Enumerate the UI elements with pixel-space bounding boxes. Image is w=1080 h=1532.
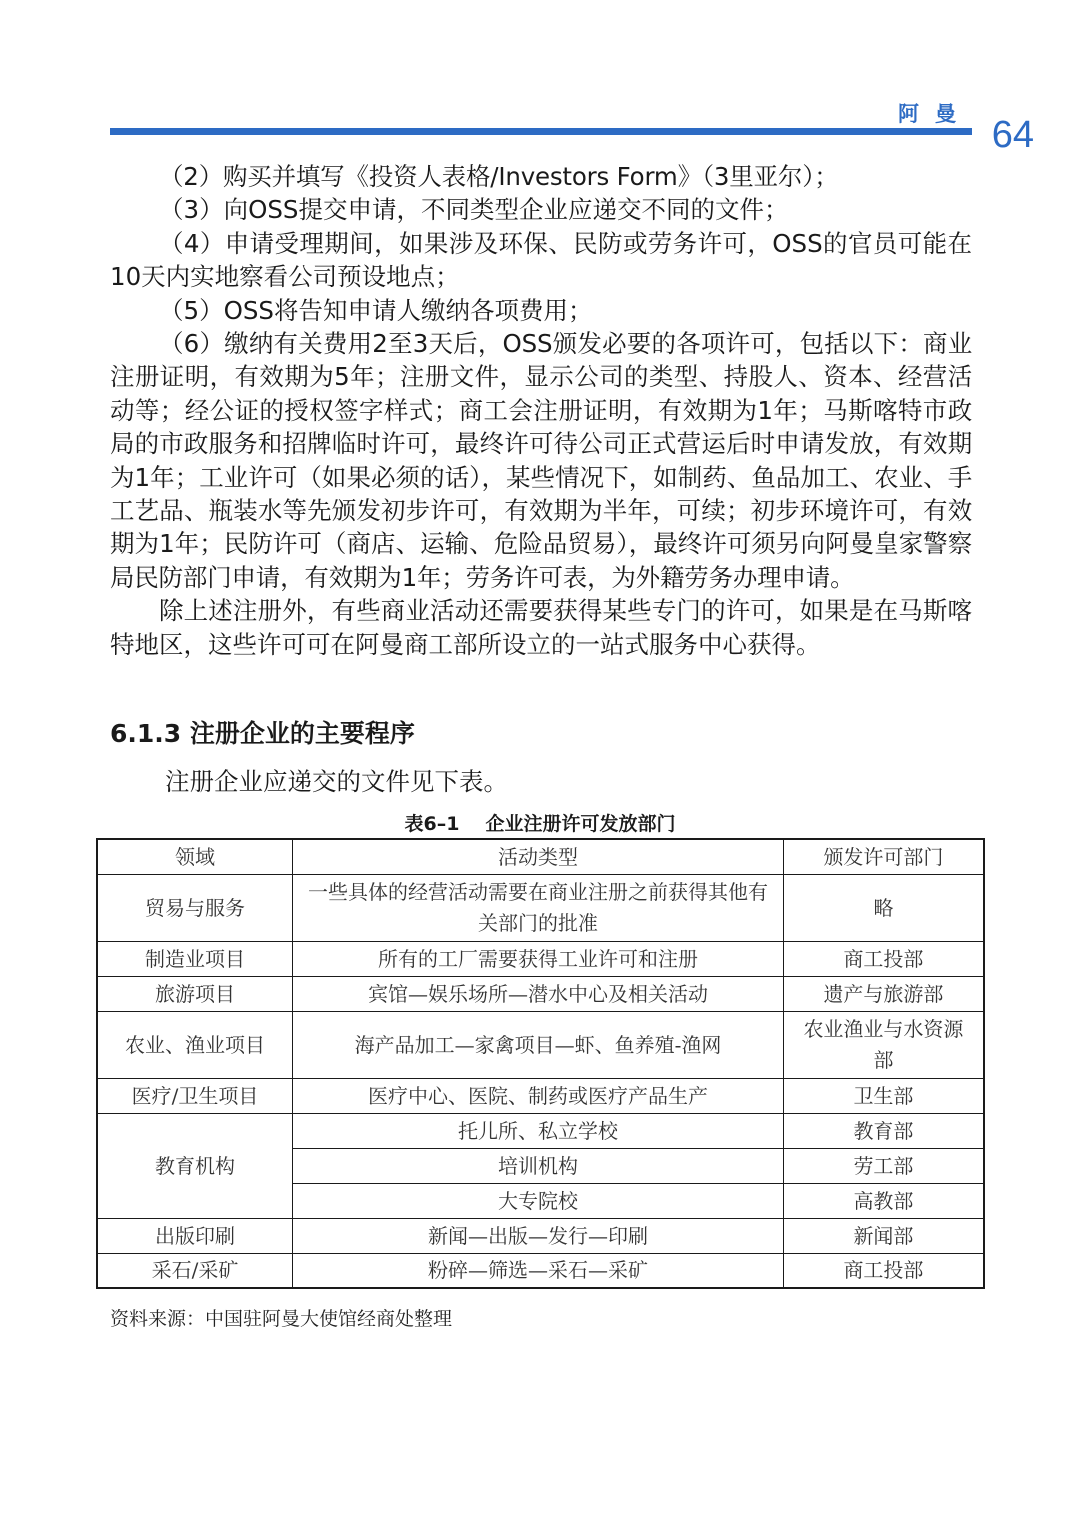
paragraph-step-4: （4）申请受理期间，如果涉及环保、民防或劳务许可，OSS的官员可能在10天内实地察看公司预设地点； <box>110 228 972 292</box>
cell-field: 旅游项目 <box>97 976 293 1011</box>
cell-activity: 培训机构 <box>293 1148 784 1183</box>
table-row <box>97 874 984 941</box>
table-row <box>97 1011 984 1078</box>
table-caption-number: 表6–1 <box>404 813 460 835</box>
cell-field: 农业、渔业项目 <box>97 1011 293 1078</box>
section-heading: 6.1.3 注册企业的主要程序 <box>110 719 415 748</box>
cell-field: 出版印刷 <box>97 1218 293 1253</box>
cell-activity: 海产品加工—家禽项目—虾、鱼养殖-渔网 <box>293 1011 784 1078</box>
cell-field: 制造业项目 <box>97 941 293 976</box>
cell-field: 贸易与服务 <box>97 874 293 941</box>
source-note: 资料来源：中国驻阿曼大使馆经商处整理 <box>110 1308 453 1330</box>
cell-department: 新闻部 <box>783 1218 984 1253</box>
cell-field: 采石/采矿 <box>97 1253 293 1288</box>
running-header-title: 阿曼 <box>898 102 972 126</box>
table-row <box>97 1218 984 1253</box>
cell-activity: 所有的工厂需要获得工业许可和注册 <box>293 941 784 976</box>
cell-department: 教育部 <box>783 1113 984 1148</box>
cell-activity: 托儿所、私立学校 <box>293 1113 784 1148</box>
cell-department: 商工投部 <box>783 941 984 976</box>
header-department: 颁发许可部门 <box>783 839 984 874</box>
header-rule <box>110 128 972 135</box>
paragraph-step-3: （3）向OSS提交申请，不同类型企业应递交不同的文件； <box>159 195 789 225</box>
cell-department: 略 <box>783 874 984 941</box>
cell-activity: 一些具体的经营活动需要在商业注册之前获得其他有关部门的批准 <box>293 874 784 941</box>
body-text <box>110 160 972 661</box>
paragraph-step-5: （5）OSS将告知申请人缴纳各项费用； <box>159 295 593 325</box>
table-caption-title: 企业注册许可发放部门 <box>485 813 676 835</box>
cell-department: 农业渔业与水资源部 <box>783 1011 984 1078</box>
paragraph-step-2: （2）购买并填写《投资人表格/Investors Form》（3里亚尔）； <box>159 162 839 191</box>
paragraph-step-6: （6）缴纳有关费用2至3天后，OSS颁发必要的各项许可，包括以下：商业注册证明，有效期为5年；注册文件，显示公司的类型、持股人、资本、经营活动等；经公证的授权签字样式；商工会注册证明，有效期为1年；马斯喀特市政局的市政服务和招牌临时许可，最终许可待公司正式营运后时申请发放，有效期为1年；工业许可（如果必须的话），某些情况下，如制药、鱼品加工、农业、手工艺品、瓶装水等先颁发初步许可，有效期为半年，可续；初步环境许可，有效期为1年；民防许可（商店、运输、危险品贸易），最终许可须另向阿曼皇家警察局民防部门申请，有效期为1年；劳务许可表，为外籍劳务办理申请。 <box>110 329 972 592</box>
cell-department: 劳工部 <box>783 1148 984 1183</box>
header-field: 领域 <box>97 839 293 874</box>
cell-activity: 医疗中心、医院、制药或医疗产品生产 <box>293 1078 784 1113</box>
table-row <box>97 1253 984 1288</box>
cell-activity: 宾馆—娱乐场所—潜水中心及相关活动 <box>293 976 784 1011</box>
cell-department: 商工投部 <box>783 1253 984 1288</box>
permits-table <box>96 838 985 1289</box>
cell-department: 遗产与旅游部 <box>783 976 984 1011</box>
table-header-row <box>97 839 984 874</box>
table-row <box>97 976 984 1011</box>
cell-field: 医疗/卫生项目 <box>97 1078 293 1113</box>
cell-activity: 大专院校 <box>293 1183 784 1218</box>
table-caption <box>0 809 1080 836</box>
page-number: 64 <box>991 114 1034 156</box>
cell-department: 卫生部 <box>783 1078 984 1113</box>
table-row <box>97 1078 984 1113</box>
table-intro: 注册企业应递交的文件见下表。 <box>165 767 508 796</box>
paragraph-special-permits: 除上述注册外，有些商业活动还需要获得某些专门的许可，如果是在马斯喀特地区，这些许可可在阿曼商工部所设立的一站式服务中心获得。 <box>110 596 972 659</box>
cell-activity: 新闻—出版—发行—印刷 <box>293 1218 784 1253</box>
cell-department: 高教部 <box>783 1183 984 1218</box>
cell-activity: 粉碎—筛选—采石—采矿 <box>293 1253 784 1288</box>
header-activity: 活动类型 <box>293 839 784 874</box>
table-row <box>97 941 984 976</box>
table-row <box>97 1113 984 1148</box>
cell-field: 教育机构 <box>97 1113 293 1218</box>
